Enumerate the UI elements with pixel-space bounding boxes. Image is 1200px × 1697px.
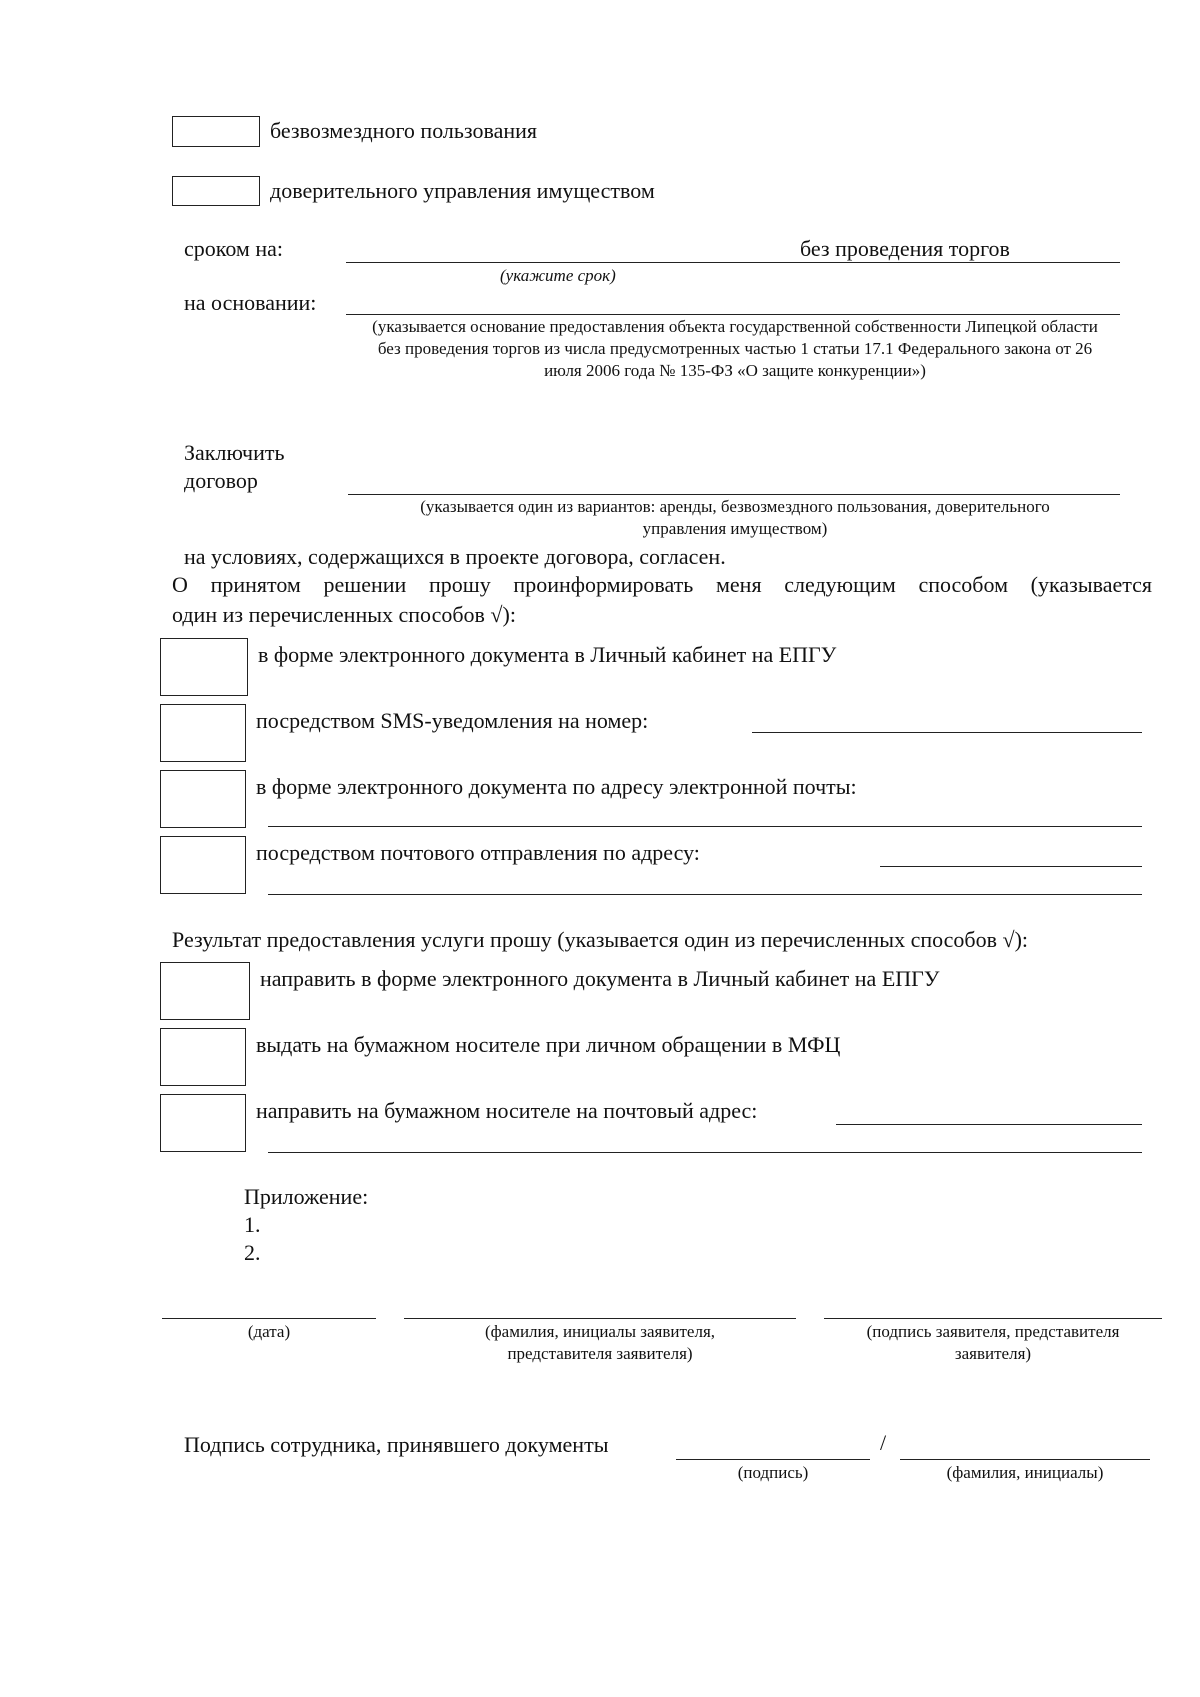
staff-name-line[interactable] <box>900 1459 1150 1460</box>
inform-intro-line-2: один из перечисленных способов √): <box>172 602 516 627</box>
checkbox-result-post[interactable] <box>160 1094 246 1152</box>
term-value: без проведения торгов <box>800 236 1010 261</box>
checkbox-inform-epgu[interactable] <box>160 638 248 696</box>
applicant-name-line[interactable] <box>404 1318 796 1319</box>
applicant-signature-line[interactable] <box>824 1318 1162 1319</box>
contract-label-2: договор <box>184 468 258 493</box>
result-intro: Результат предоставления услуги прошу (указывается один из перечисленных способов √): <box>172 927 1029 952</box>
inform-email-label: в форме электронного документа по адресу электронной почты: <box>256 774 857 799</box>
contract-input-line[interactable] <box>348 494 1120 495</box>
sms-phone-line[interactable] <box>752 732 1142 733</box>
result-epgu-label: направить в форме электронного документа в Личный кабинет на ЕПГУ <box>260 966 940 991</box>
staff-signature-line[interactable] <box>676 1459 870 1460</box>
checkbox-result-epgu[interactable] <box>160 962 250 1020</box>
inform-intro-line-1: О принятом решении прошу проинформировать меня следующим способом (указывается <box>172 572 1152 597</box>
checkbox-inform-post[interactable] <box>160 836 246 894</box>
term-hint: (укажите срок) <box>500 266 616 285</box>
checkbox-trust-management[interactable] <box>172 176 260 206</box>
option-trust-management-label: доверительного управления имуществом <box>270 178 655 203</box>
staff-slash: / <box>880 1430 887 1455</box>
basis-label: на основании: <box>184 290 317 315</box>
checkbox-result-mfc[interactable] <box>160 1028 246 1086</box>
post-address-line-2[interactable] <box>268 894 1142 895</box>
result-post-address-line-2[interactable] <box>268 1152 1142 1153</box>
term-label: сроком на: <box>184 236 283 261</box>
contract-label-1: Заключить <box>184 440 285 465</box>
applicant-name-hint: (фамилия, инициалы заявителя, представителя заявителя) <box>484 1322 716 1363</box>
email-address-line[interactable] <box>268 826 1142 827</box>
term-input-line[interactable] <box>346 262 1120 263</box>
option-free-use-label: безвозмездного пользования <box>270 118 538 143</box>
inform-sms-label: посредством SMS-уведомления на номер: <box>256 708 649 733</box>
attachment-item-1: 1. <box>244 1212 261 1237</box>
conditions-text: на условиях, содержащихся в проекте договора, согласен. <box>184 544 726 569</box>
inform-post-label: посредством почтового отправления по адресу: <box>256 840 700 865</box>
post-address-line-1[interactable] <box>880 866 1142 867</box>
basis-input-line[interactable] <box>346 314 1120 315</box>
attachments-title: Приложение: <box>244 1184 369 1209</box>
applicant-signature-hint: (подпись заявителя, представителя заявителя) <box>866 1322 1120 1363</box>
attachment-item-2: 2. <box>244 1240 261 1265</box>
checkbox-inform-sms[interactable] <box>160 704 246 762</box>
result-mfc-label: выдать на бумажном носителе при личном обращении в МФЦ <box>256 1032 841 1057</box>
date-line[interactable] <box>162 1318 376 1319</box>
contract-hint: (указывается один из вариантов: аренды, безвозмездного пользования, доверительного управления имуществом) <box>420 497 1050 538</box>
result-post-address-line-1[interactable] <box>836 1124 1142 1125</box>
date-hint: (дата) <box>247 1322 291 1341</box>
result-post-label: направить на бумажном носителе на почтовый адрес: <box>256 1098 758 1123</box>
staff-signature-label: Подпись сотрудника, принявшего документы <box>184 1432 609 1457</box>
checkbox-inform-email[interactable] <box>160 770 246 828</box>
basis-hint: (указывается основание предоставления объекта государственной собственности Липецкой области без проведения торгов из числа предусмотренных частью 1 статьи 17.1 Федерального закона от 26 июля 2006 года № 135-ФЗ «О защите конкуренции») <box>372 317 1098 380</box>
inform-epgu-label: в форме электронного документа в Личный кабинет на ЕПГУ <box>258 642 837 667</box>
checkbox-free-use[interactable] <box>172 116 260 147</box>
staff-signature-hint: (подпись) <box>737 1463 809 1482</box>
staff-name-hint: (фамилия, инициалы) <box>946 1463 1104 1482</box>
